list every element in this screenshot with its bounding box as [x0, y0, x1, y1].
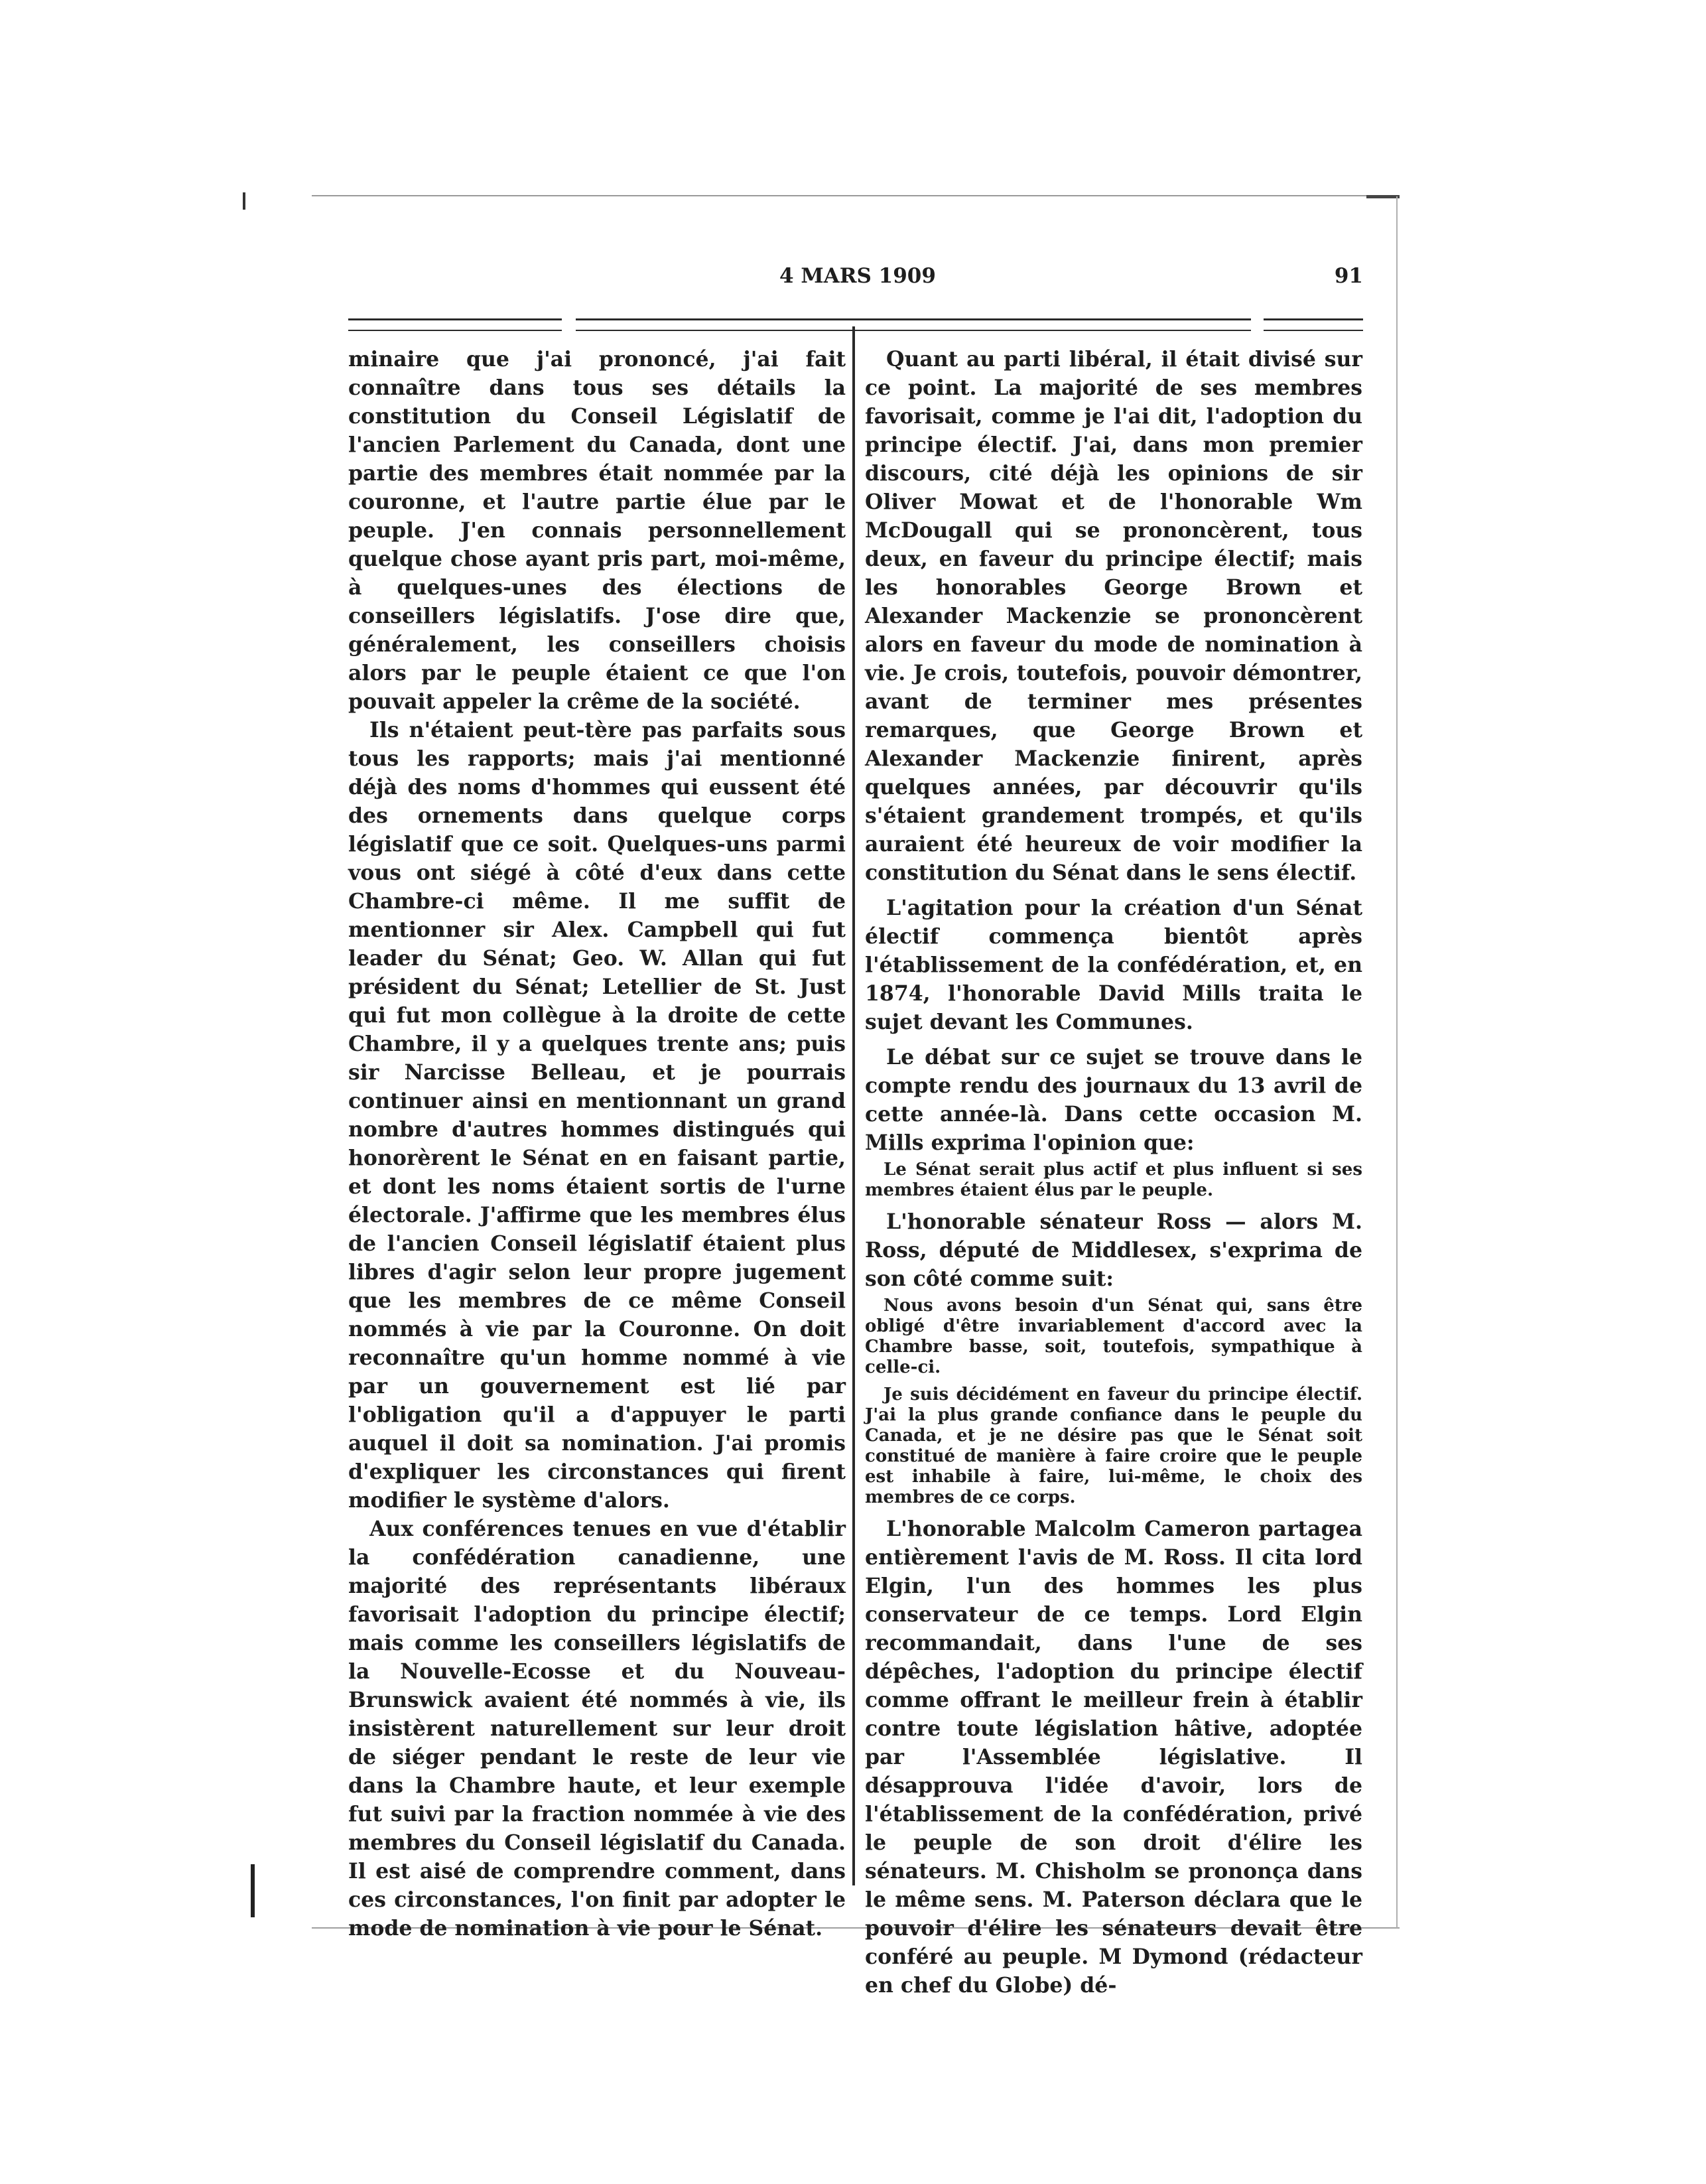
header-rule-right [1264, 318, 1363, 331]
block-quote: Le Sénat serait plus actif et plus influent si ses membres étaient élus par le peuple. [865, 1160, 1362, 1200]
header-rule-middle [576, 318, 1251, 331]
scan-line-right [1396, 196, 1398, 1928]
paragraph: Aux conférences tenues en vue d'établir la confédération canadienne, une majorité des représentants libéraux favorisait l'adoption du principe électif; mais comme les conseillers législatifs de la Nouvelle-Ecosse et du Nouveau-Brunswick avaient été nommés à vie, ils insistèrent naturellement sur leur droit de siéger pendant le reste de leur vie dans la Chambre haute, et leur exemple fut suivi par la fraction nommée à vie des membres du Conseil législatif du Canada. Il est aisé de comprendre comment, dans ces circonstances, l'on finit par adopter le mode de nomination à vie pour le Sénat. [348, 1517, 846, 1941]
block-quote: Je suis décidément en faveur du principe électif. J'ai la plus grande confiance dans le peuple du Canada, et je ne désire pas que le Sénat soit constitué de manière à faire croire que le peuple est inhabile à faire, lui-même, le choix des membres de ce corps. [865, 1385, 1362, 1507]
paragraph: Quant au parti libéral, il était divisé sur ce point. La majorité de ses membres favorisait, comme je l'ai dit, l'adoption du principe électif. J'ai, dans mon premier discours, cité déjà les opinions de sir Oliver Mowat et de l'honorable Wm McDougall qui se prononcèrent, tous deux, en faveur du principe électif; mais les honorables George Brown et Alexander Mackenzie se prononcèrent alors en faveur du mode de nomination à vie. Je crois, toutefois, pouvoir démontrer, avant de terminer mes présentes remarques, que George Brown et Alexander Mackenzie finirent, après quelques années, par découvrir qu'ils s'étaient grandement trompés, et qu'ils auraient été heureux de voir modifier la constitution du Sénat dans le sens électif. [865, 347, 1362, 885]
block-quote: Nous avons besoin d'un Sénat qui, sans être obligé d'être invariablement d'accord avec la Chambre basse, soit, toutefois, sympathique à celle-ci. [865, 1296, 1362, 1377]
page-date: 4 MARS 1909 [779, 264, 936, 288]
paragraph: L'honorable sénateur Ross — alors M. Ross, député de Middlesex, s'exprima de son côté comme suit: [865, 1209, 1362, 1291]
paragraph: Le débat sur ce sujet se trouve dans le compte rendu des journaux du 13 avril de cette année-là. Dans cette occasion M. Mills exprima l'opinion que: [865, 1045, 1362, 1155]
header-rule-left [348, 318, 562, 331]
scan-line-top-right [1366, 195, 1400, 198]
scan-mark-left [243, 192, 245, 210]
left-column [348, 345, 846, 1943]
page-number: 91 [1334, 264, 1363, 288]
paragraph: L'agitation pour la création d'un Sénat électif commença bientôt après l'établissement de la confédération, et, en 1874, l'honorable David Mills traita le sujet devant les Communes. [865, 896, 1362, 1034]
scan-line-top [312, 195, 1400, 196]
running-head [348, 264, 1363, 291]
paragraph: Ils n'étaient peut-tère pas parfaits sous tous les rapports; mais j'ai mentionné déjà des noms d'hommes qui eussent été des ornements dans quelque corps législatif que ce soit. Quelques-uns parmi vous ont siégé à côté d'eux dans cette Chambre-ci même. Il me suffit de mentionner sir Alex. Campbell qui fut leader du Sénat; Geo. W. Allan qui fut président du Sénat; Letellier de St. Just qui fut mon collègue à la droite de cette Chambre, il y a quelques trente ans; puis sir Narcisse Belleau, et je pourrais continuer ainsi en mentionnant un grand nombre d'autres hommes distingués qui honorèrent le Sénat en en faisant partie, et dont les noms étaient sortis de l'urne électorale. J'affirme que les membres élus de l'ancien Conseil législatif étaient plus libres d'agir selon leur propre jugement que les membres de ce même Conseil nommés à vie par la Couronne. On doit reconnaître qu'un homme nommé à vie par un gouvernement est lié par l'obligation qu'il a d'appuyer le parti auquel il doit sa nomination. J'ai promis d'expliquer les circonstances qui firent modifier le système d'alors. [348, 718, 846, 1513]
paragraph: L'honorable Malcolm Cameron partagea entièrement l'avis de M. Ross. Il cita lord Elgin, l'un des hommes les plus conservateur de ce temps. Lord Elgin recommandait, dans l'une de ses dépêches, l'adoption du principe électif comme offrant le meilleur frein à établir contre toute législation hâtive, adoptée par l'Assemblée législative. Il désapprouva l'idée d'avoir, lors de l'établissement de la confédération, privé le peuple de son droit d'élire les sénateurs. M. Chisholm se prononça dans le même sens. M. Paterson déclara que le pouvoir d'élire les sénateurs devait être conféré au peuple. M Dymond (rédacteur en chef du Globe) dé- [865, 1517, 1362, 1998]
right-column [865, 345, 1362, 2000]
scan-mark-bottom-left [251, 1864, 255, 1917]
column-divider [852, 326, 855, 1885]
paragraph: minaire que j'ai prononcé, j'ai fait connaître dans tous ses détails la constitution du Conseil Législatif de l'ancien Parlement du Canada, dont une partie des membres était nommée par la couronne, et l'autre partie élue par le peuple. J'en connais personnellement quelque chose ayant pris part, moi-même, à quelques-unes des élections de conseillers législatifs. J'ose dire que, généralement, les conseillers choisis alors par le peuple étaient ce que l'on pouvait appeler la crême de la société. [348, 347, 846, 714]
